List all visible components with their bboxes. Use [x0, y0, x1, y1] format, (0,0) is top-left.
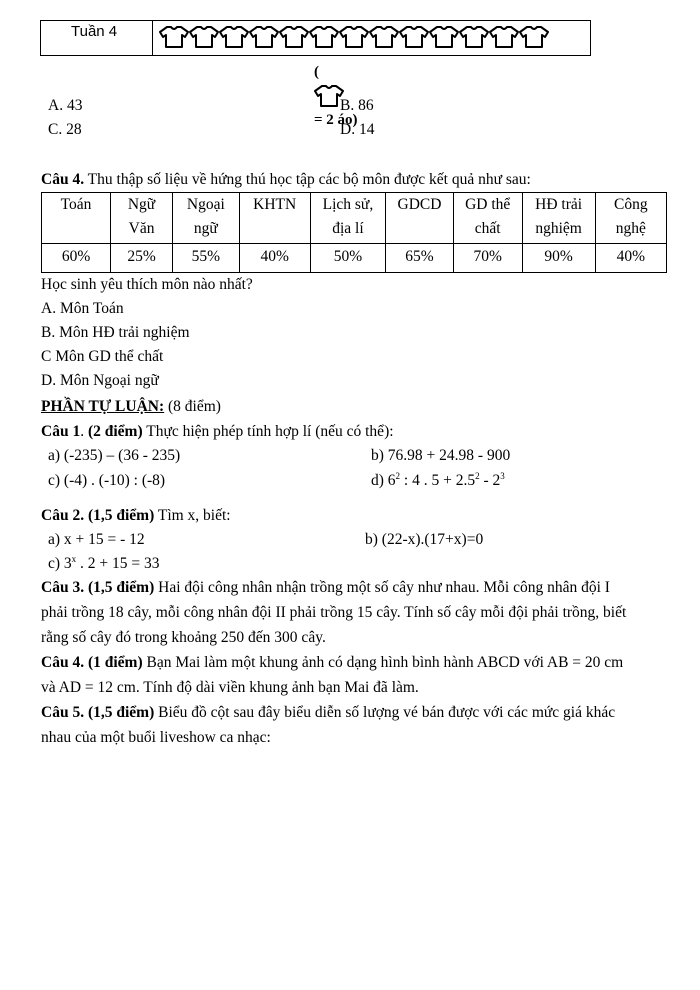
- survey-header-row: [42, 193, 667, 244]
- q3-option-b: B. 86: [340, 97, 374, 114]
- c1-d-sup1: 2: [395, 471, 401, 481]
- q4-option-d: D. Môn Ngoại ngữ: [41, 372, 159, 389]
- q3-option-d: D. 14: [340, 121, 375, 138]
- c1-part-c: c) (-4) . (-10) : (-8): [48, 472, 166, 489]
- survey-header-line: Lịch sử,: [322, 196, 374, 213]
- survey-header-cell: [386, 193, 454, 244]
- survey-header-line: KHTN: [253, 196, 297, 213]
- q3-option-c: C. 28: [48, 121, 82, 138]
- c2-part-b: b) (22-x).(17+x)=0: [365, 531, 484, 548]
- survey-header-line: Toán: [60, 196, 92, 213]
- survey-header-line: HĐ trải: [535, 196, 583, 213]
- c1-score: (2 điểm): [87, 423, 143, 440]
- survey-header-cell: [239, 193, 310, 244]
- survey-header-line: ngữ: [193, 220, 218, 237]
- survey-header-line: địa lí: [332, 220, 364, 237]
- survey-table: [41, 192, 667, 273]
- survey-value-cell: 90%: [522, 244, 595, 273]
- q4-text: Thu thập số liệu về hứng thú học tập các bộ môn được kết quả như sau:: [84, 171, 531, 188]
- survey-header-cell: [42, 193, 111, 244]
- pictograph-row-label: Tuần 4: [41, 21, 153, 55]
- essay-heading-title: PHẦN TỰ LUẬN:: [41, 398, 165, 415]
- essay-heading: [41, 397, 221, 417]
- c1-part-d: [371, 471, 505, 491]
- survey-header-line: chất: [474, 220, 501, 237]
- c4-line2: và AD = 12 cm. Tính độ dài viền khung ảnh bạn Mai đã làm.: [41, 679, 419, 696]
- survey-value-cell: 25%: [111, 244, 173, 273]
- survey-header-cell: [111, 193, 173, 244]
- q4-option-b: B. Môn HĐ trải nghiệm: [41, 324, 190, 341]
- c1-part-a: a) (-235) – (36 - 235): [48, 447, 181, 464]
- shirt-icon: [399, 25, 429, 49]
- c1-dot: .: [80, 423, 88, 440]
- c1-title: Câu 1: [41, 423, 81, 440]
- survey-header-cell: [522, 193, 595, 244]
- pictograph-row: [40, 20, 591, 56]
- c4-score: (1 điểm): [84, 654, 143, 671]
- c5-title: Câu 5.: [41, 704, 85, 721]
- c2-c-pre: c) 3: [48, 555, 72, 572]
- survey-header-line: GD thể: [465, 196, 511, 213]
- c1-d-mid2: - 2: [479, 472, 501, 489]
- shirt-icon: [159, 25, 189, 49]
- survey-header-cell: [310, 193, 386, 244]
- c3-line3: rằng số cây đó trong khoảng 250 đến 300 cây.: [41, 629, 326, 646]
- c3-score: (1,5 điểm): [84, 579, 155, 596]
- c1-d-mid: : 4 . 5 + 2.5: [400, 472, 476, 489]
- legend-open-paren: (: [314, 64, 319, 80]
- c2-prompt: [41, 506, 231, 526]
- c1-d-pre: d) 6: [371, 472, 396, 489]
- c1-text: Thực hiện phép tính hợp lí (nếu có thể):: [142, 423, 394, 440]
- c3-line1: [41, 578, 610, 598]
- survey-value-row: [42, 244, 667, 273]
- shirt-icon: [279, 25, 309, 49]
- shirt-icon: [489, 25, 519, 49]
- survey-header-line: Công: [614, 196, 648, 213]
- c1-prompt: [41, 422, 394, 442]
- survey-header-cell: [173, 193, 240, 244]
- survey-value-cell: 65%: [386, 244, 454, 273]
- shirt-icon: [429, 25, 459, 49]
- shirt-icon: [249, 25, 279, 49]
- shirt-icon: [309, 25, 339, 49]
- c3-line2: phải trồng 18 cây, mỗi công nhân đội II phải trồng 15 cây. Tính số cây mỗi đội phải trồng, biết: [41, 604, 627, 621]
- survey-header-line: nghệ: [615, 220, 646, 237]
- q4-prompt: [41, 170, 531, 190]
- shirt-icon: [219, 25, 249, 49]
- c3-text-1: Hai đội công nhân nhận trồng một số cây như nhau. Mỗi công nhân đội I: [154, 579, 610, 596]
- survey-header-line: Văn: [128, 220, 155, 237]
- c5-score: (1,5 điểm): [84, 704, 155, 721]
- shirt-icon: [369, 25, 399, 49]
- c4-line1: [41, 653, 623, 673]
- shirt-icon: [459, 25, 489, 49]
- survey-header-cell: [453, 193, 522, 244]
- legend-text: = 2 áo): [314, 112, 358, 128]
- survey-value-cell: 40%: [595, 244, 666, 273]
- survey-value-cell: 40%: [239, 244, 310, 273]
- c2-part-a: a) x + 15 = - 12: [48, 531, 145, 548]
- survey-header-line: GDCD: [397, 196, 442, 213]
- c4-text-1: Bạn Mai làm một khung ảnh có dạng hình bình hành ABCD với AB = 20 cm: [142, 654, 624, 671]
- survey-header-cell: [595, 193, 666, 244]
- c5-text-1: Biểu đồ cột sau đây biểu diễn số lượng vé bán được với các mức giá khác: [154, 704, 616, 721]
- survey-value-cell: 60%: [42, 244, 111, 273]
- q4-option-a: A. Môn Toán: [41, 300, 124, 317]
- shirt-icon: [189, 25, 219, 49]
- survey-value-cell: 70%: [453, 244, 522, 273]
- pictograph-shirts: [159, 25, 549, 49]
- q4-option-c: C Môn GD thể chất: [41, 348, 164, 365]
- c2-part-c: [48, 554, 160, 574]
- survey-header-line: Ngoại: [186, 196, 225, 213]
- survey-value-cell: 50%: [310, 244, 386, 273]
- q3-option-a: A. 43: [48, 97, 83, 114]
- c5-line2: nhau của một buổi liveshow ca nhạc:: [41, 729, 271, 746]
- c2-c-post: . 2 + 15 = 33: [76, 555, 160, 572]
- c1-d-sup2: 2: [475, 471, 480, 481]
- c1-d-sup3: 3: [500, 471, 505, 481]
- c5-line1: [41, 703, 615, 723]
- shirt-icon: [339, 25, 369, 49]
- q4-question: Học sinh yêu thích môn nào nhất?: [41, 276, 253, 293]
- c2-title: Câu 2.: [41, 507, 85, 524]
- shirt-icon: [519, 25, 549, 49]
- survey-header-line: nghiệm: [535, 220, 582, 237]
- c2-c-sup: x: [71, 554, 77, 564]
- essay-points: (8 điểm): [164, 398, 221, 415]
- c3-title: Câu 3.: [41, 579, 85, 596]
- c1-part-b: b) 76.98 + 24.98 - 900: [371, 447, 511, 464]
- survey-header-line: Ngữ: [127, 196, 156, 213]
- c2-score: (1,5 điểm): [84, 507, 155, 524]
- c4-title: Câu 4.: [41, 654, 85, 671]
- q4-title: Câu 4.: [41, 171, 85, 188]
- survey-value-cell: 55%: [173, 244, 240, 273]
- c2-text: Tìm x, biết:: [154, 507, 231, 524]
